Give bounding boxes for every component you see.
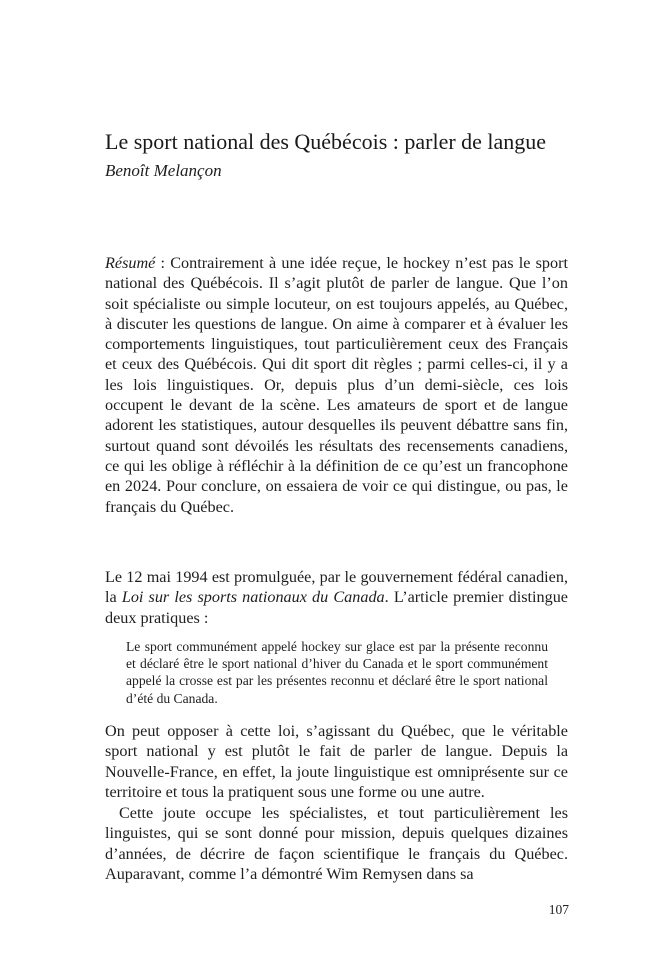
- intro-text-after: . L’article premier distingue deux pratiques :: [105, 588, 568, 627]
- law-title: Loi sur les sports nationaux du Canada: [121, 588, 385, 607]
- intro-paragraph: [105, 567, 568, 628]
- block-quote: Le sport communément appelé hockey sur glace est par la présente reconnu et déclaré être le sport national d’hiver du Canada et le sport communément appelé la crosse est par les présentes reconnu et déclaré être le sport national d’été du Canada.: [126, 639, 548, 706]
- body-paragraph-2: Cette joute occupe les spécialistes, et tout particulièrement les linguistes, qui se sont donné pour mission, depuis quelques dizaines d’années, de décrire de façon scientifique le français du Québec. Auparavant, comme l’a démontré Wim Remysen dans sa: [105, 804, 568, 883]
- abstract-paragraph: [105, 253, 568, 517]
- page-number: 107: [548, 902, 569, 917]
- article-title: Le sport national des Québécois : parler de langue: [105, 129, 547, 154]
- abstract-text: : Contrairement à une idée reçue, le hockey n’est pas le sport national des Québécois. Il s’agit plutôt de parler de langue. Que l’on soit spécialiste ou simple locuteur, on est toujours appelés, au Québec, à discuter les questions de langue. On aime à comparer et à évaluer les comportements linguistiques, tout particulièrement ceux des Français et ceux des Québécois. Qui dit sport dit règles ; parmi celles-ci, il y a les lois linguistiques. Or, depuis plus d’un demi-siècle, ces lois occupent le devant de la scène. Les amateurs de sport et de langue adorent les statistiques, autour desquelles ils peuvent débattre sans fin, surtout quand sont dévoilés les résultats des recensements canadiens, ce qui les oblige à réfléchir à la définition de ce qu’est un francophone en 2024. Pour conclure, on essaiera de voir ce qui distingue, ou pas, le français du Québec.: [105, 254, 568, 516]
- article-author: Benoît Melançon: [105, 161, 222, 180]
- intro-text-before: Le 12 mai 1994 est promulguée, par le gouvernement fédéral canadien, la: [105, 568, 568, 607]
- abstract-label: Résumé: [105, 254, 156, 272]
- body-paragraph-1: On peut opposer à cette loi, s’agissant du Québec, que le véritable sport national y est plutôt le fait de parler de langue. Depuis la Nouvelle-France, en effet, la joute linguistique est omniprésente sur ce territoire et tous la pratiquent sous une forme ou une autre.: [105, 722, 568, 801]
